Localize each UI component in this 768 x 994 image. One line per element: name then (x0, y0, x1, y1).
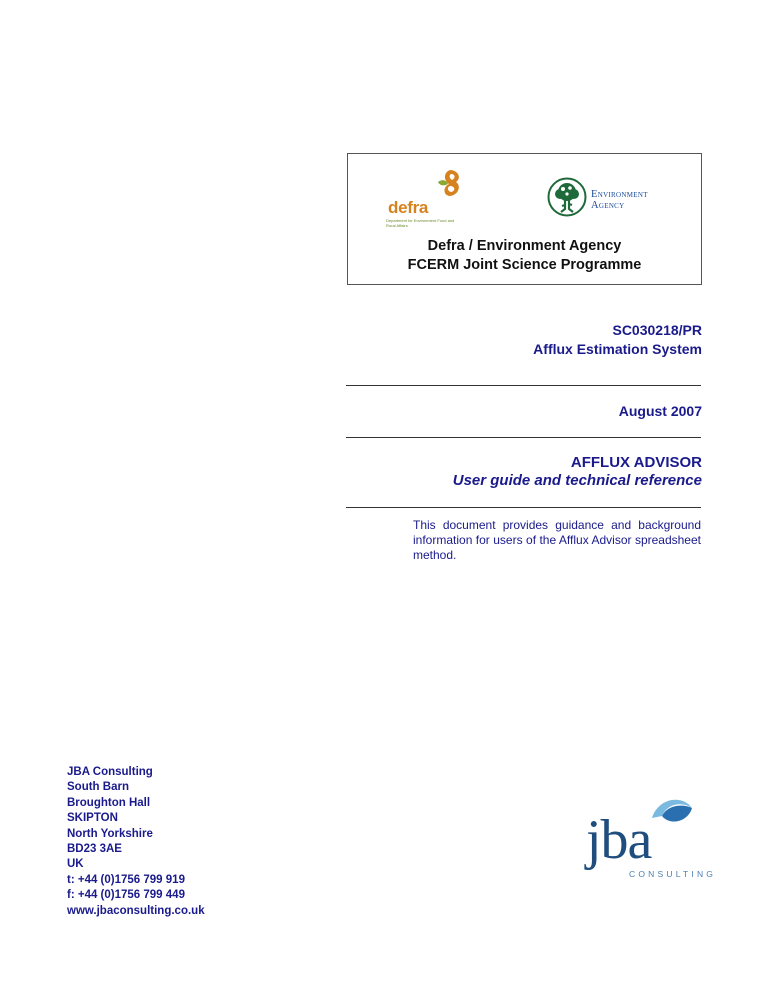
phone-line: t: +44 (0)1756 799 919 (67, 873, 185, 886)
divider-1 (346, 385, 701, 386)
programme-line-2: FCERM Joint Science Programme (407, 257, 642, 273)
address-line: UK (67, 858, 84, 871)
divider-2 (346, 437, 701, 438)
programme-line-1: Defra / Environment Agency (427, 238, 622, 254)
divider-3 (346, 507, 701, 508)
jba-swirl-icon (648, 792, 696, 826)
environment-agency-tree-icon (547, 177, 587, 217)
jba-logo (586, 809, 717, 892)
website-line: www.jbaconsulting.co.uk (67, 904, 205, 917)
address-line: South Barn (67, 781, 129, 794)
contact-address (67, 765, 205, 919)
defra-logo-subtext: Department for Environment Food and Rural Affairs (386, 218, 455, 228)
ea-line-1: Environment (591, 189, 648, 200)
address-line: SKIPTON (67, 812, 118, 825)
logo-box (347, 153, 702, 285)
defra-leaf-icon (434, 168, 464, 200)
address-line: JBA Consulting (67, 766, 153, 778)
report-date: August 2007 (618, 403, 702, 419)
ea-line-2: Agency (591, 200, 625, 211)
jba-logo-text: jba (586, 809, 652, 871)
report-code: SC030218/PR (612, 322, 702, 338)
address-line: North Yorkshire (67, 827, 153, 840)
defra-logo-text: defra (388, 198, 429, 217)
project-name: Afflux Estimation System (533, 341, 702, 357)
environment-agency-logo-text (591, 189, 648, 211)
document-subtitle: User guide and technical reference (452, 472, 702, 489)
address-line: Broughton Hall (67, 796, 151, 809)
document-title: AFFLUX ADVISOR (570, 454, 702, 471)
address-line: BD23 3AE (67, 843, 122, 856)
document-description: This document provides guidance and background information for users of the Afflux Advisor spreadsheet method. (413, 518, 701, 562)
jba-logo-subtext: CONSULTING (629, 869, 717, 879)
fax-line: f: +44 (0)1756 799 449 (67, 889, 185, 902)
